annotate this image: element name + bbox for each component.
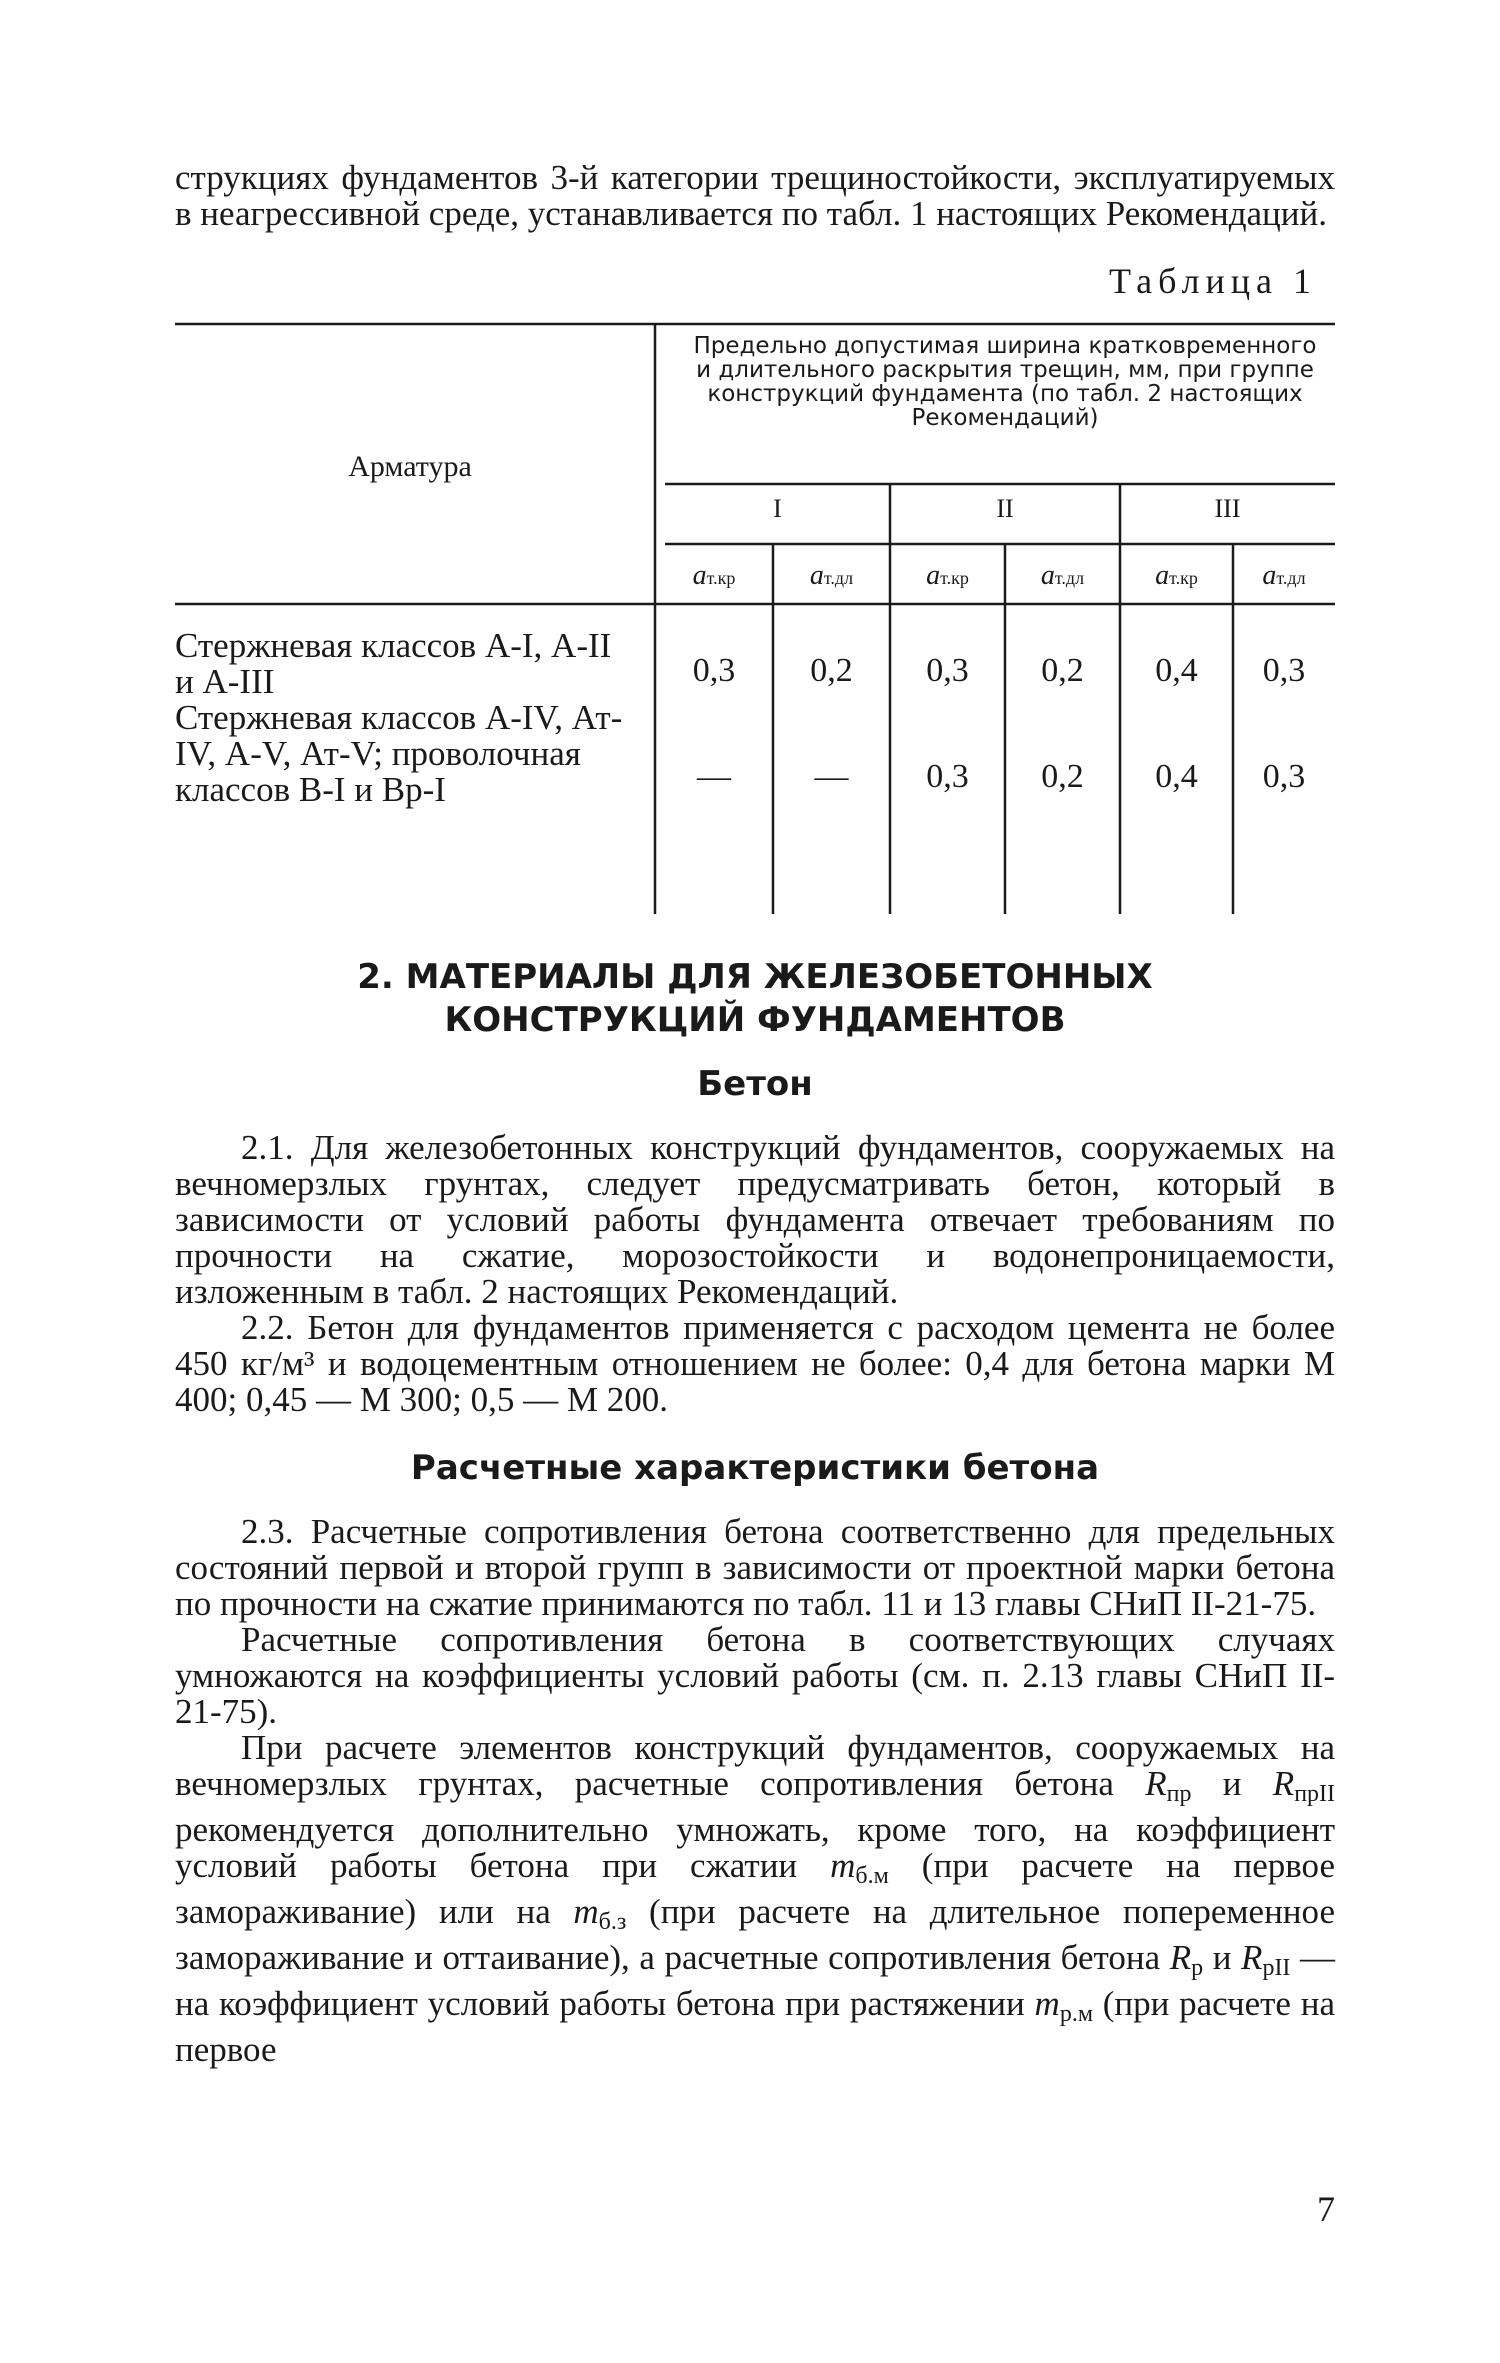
cell: — xyxy=(814,758,849,795)
cell: 0,2 xyxy=(1041,758,1084,795)
row-2-label: Стержневая классов А-IV, Ат-IV, А-V, Ат-V; проволочная классов В-I и Вр-I xyxy=(175,698,623,809)
paragraph-2-3-c: При расчете элементов конструкций фундаментов, сооружаемых на вечномерзлых грунтах, расчетные сопротивления бетона Rпр и RпрII рекомендуется дополнительно умножать, кроме того, на коэффициент условий работы бетона при сжатии mб.м (при расчете на первое замораживание) или на mб.з (при расчете на длительное попеременное замораживание и оттаивание), а расчетные сопротивления бетона Rр и RрII — на коэффициент условий работы бетона при растяжении mр.м (при расчете на первое xyxy=(175,1728,1336,2069)
paragraph-2-2: 2.2. Бетон для фундаментов применяется с расходом цемента не более 450 кг/м³ и водоцементным отношением не более: 0,4 для бетона марки М 400; 0,45 — М 300; 0,5 — М 200. xyxy=(175,1308,1335,1419)
col-g3-dl: aт.дл xyxy=(1262,560,1306,591)
section-title-line-2: КОНСТРУКЦИЙ ФУНДАМЕНТОВ xyxy=(444,1000,1066,1040)
section-title-line-1: 2. МАТЕРИАЛЫ ДЛЯ ЖЕЛЕЗОБЕТОННЫХ xyxy=(357,957,1153,997)
cell: 0,4 xyxy=(1155,652,1198,689)
header-armature: Арматура xyxy=(348,450,472,483)
table-caption: Таблица 1 xyxy=(1109,261,1317,301)
page-number: 7 xyxy=(1317,2189,1335,2229)
col-g1-kr: aт.кр xyxy=(692,560,736,591)
cell: 0,3 xyxy=(1262,758,1306,795)
cell: 0,4 xyxy=(1155,758,1198,795)
paragraph-2-3-b: Расчетные сопротивления бетона в соответствующих случаях умножаются на коэффициенты условий работы (см. п. 2.13 главы СНиП II-21-75). xyxy=(175,1620,1335,1731)
reinforcement-table xyxy=(175,322,1335,914)
paragraph-2-3: 2.3. Расчетные сопротивления бетона соответственно для предельных состояний первой и второй групп в зависимости от проектной марки бетона по прочности на сжатие принимаются по табл. 11 и 13 главы СНиП II-21-75. xyxy=(175,1512,1335,1623)
header-width: Предельно допустимая ширина кратковременного и длительного раскрытия трещин, мм, при группе конструкций фундамента (по табл. 2 настоящих Рекомендаций) xyxy=(693,333,1317,431)
paragraph-2-1: 2.1. Для железобетонных конструкций фундаментов, сооружаемых на вечномерзлых грунтах, следует предусматривать бетон, который в зависимости от условий работы фундамента отвечает требованиям по прочности на сжатие, морозостойкости и водонепроницаемости, изложенным в табл. 2 настоящих Рекомендаций. xyxy=(175,1128,1335,1311)
group-2: II xyxy=(996,494,1014,523)
section-title xyxy=(175,956,1335,1042)
cell: 0,2 xyxy=(810,652,853,689)
cell: — xyxy=(697,758,731,795)
col-g1-dl: aт.дл xyxy=(809,560,854,591)
group-1: I xyxy=(773,494,782,523)
cell: 0,3 xyxy=(1262,652,1306,689)
subtitle-design-characteristics: Расчетные характеристики бетона xyxy=(410,1448,1100,1488)
col-g3-kr: aт.кр xyxy=(1155,560,1198,591)
cell: 0,3 xyxy=(926,758,969,795)
row-1-label: Стержневая классов А-I, А-II и А-III xyxy=(175,626,612,701)
col-g2-dl: aт.дл xyxy=(1040,560,1085,591)
subtitle-concrete: Бетон xyxy=(697,1064,813,1104)
col-g2-kr: aт.кр xyxy=(926,560,969,591)
cell: 0,2 xyxy=(1041,652,1084,689)
cell: 0,3 xyxy=(926,652,969,689)
cell: 0,3 xyxy=(692,652,736,689)
group-3: III xyxy=(1214,494,1241,523)
document-page xyxy=(175,160,1335,2068)
intro-paragraph: струкциях фундаментов 3-й категории трещиностойкости, эксплуатируемых в неагрессивной среде, устанавливается по табл. 1 настоящих Рекомендаций. xyxy=(175,158,1335,233)
